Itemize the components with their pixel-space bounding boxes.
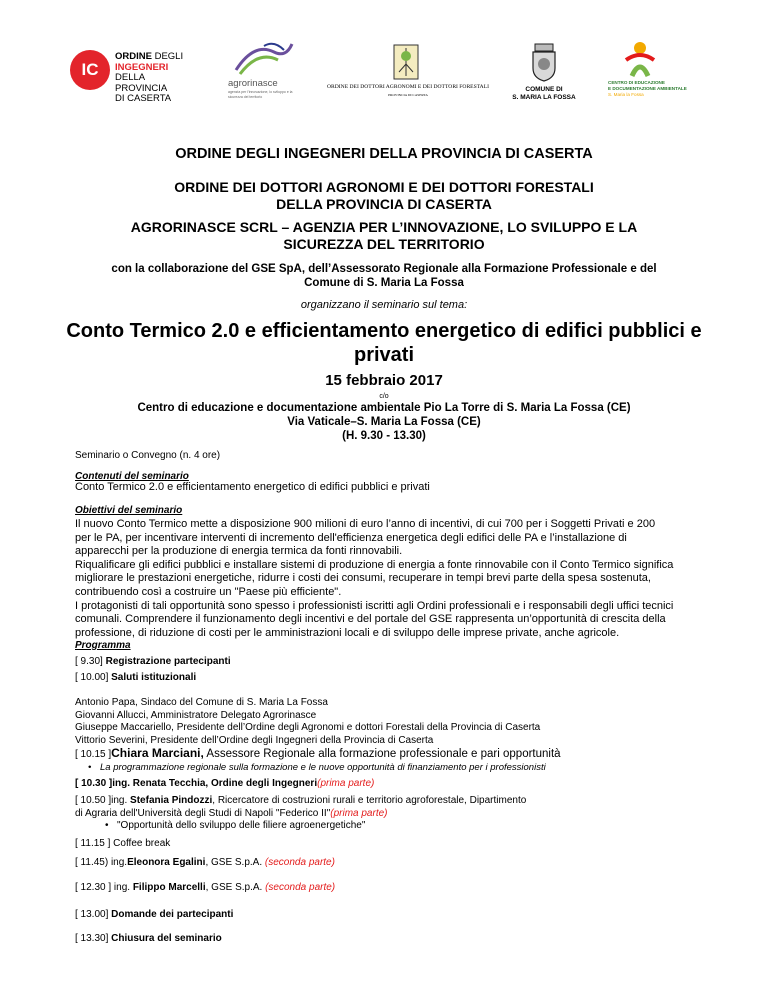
agronomi-sub: PROVINCIA DI CASERTA (388, 93, 428, 97)
contenuti-heading: Contenuti del seminario (75, 471, 189, 482)
program-item-marciani: [ 10.15 ]Chiara Marciani, Assessore Regionale alla formazione professionale e pari opportunità (75, 746, 561, 760)
agrorinasce-tagline: agenzia per l'innovazione, lo sviluppo e la sicurezza del territorio (228, 90, 293, 99)
collaboration-text: con la collaborazione del GSE SpA, dell’Assessorato Regionale alla Formazione Professionale e del Comune di S. Maria La Fossa (111, 263, 657, 289)
program-item-registrazione: [ 9.30] Registrazione partecipanti (75, 656, 231, 667)
program-item-chiusura: [ 13.30] Chiusura del seminario (75, 933, 222, 944)
venue: Centro di educazione e documentazione ambientale Pio La Torre di S. Maria La Fossa (CE) Via Vaticale–S. Maria La Fossa (CE) (H. 9.30 - 13.30) (137, 402, 631, 442)
seminar-type: Seminario o Convegno (n. 4 ore) (75, 450, 221, 461)
program-item-tecchia: [ 10.30 ]ing. Renata Tecchia, Ordine degli Ingegneri(prima parte) (75, 778, 375, 789)
org-ingegneri: ORDINE DEGLI INGEGNERI DELLA PROVINCIA DI CASERTA (175, 146, 593, 162)
co-text: c/o (379, 393, 389, 400)
agrorinasce-name: agrorinasce (228, 78, 278, 89)
program-item-domande: [ 13.00] Domande dei partecipanti (75, 909, 234, 920)
seminar-title: Conto Termico 2.0 e efficientamento energetico di edifici pubblici e privati (66, 320, 702, 366)
ic-badge-icon: IC (70, 50, 110, 90)
org-agronomi: ORDINE DEI DOTTORI AGRONOMI E DEI DOTTORI FORESTALI DELLA PROVINCIA DI CASERTA (174, 179, 594, 212)
org-agrorinasce: AGRORINASCE SCRL – AGENZIA PER L’INNOVAZIONE, LO SVILUPPO E LA SICUREZZA DEL TERRITORIO (130, 219, 638, 252)
obiettivi-heading: Obiettivi del seminario (75, 505, 183, 516)
program-item-marcelli: [ 12.30 ] ing. Filippo Marcelli, GSE S.p.A. (seconda parte) (75, 882, 336, 893)
saluti-list: Antonio Papa, Sindaco del Comune di S. Maria La Fossa Giovanni Allucci, Amministratore Delegato Agrorinasce Giuseppe Maccariello, Presidente dell’Ordine degli Agronomi e dottori Forestali della Provincia di Caserta Vittorio Severini, Presidente dell’Ordine degli Ingegneri della Provincia di Caserta (75, 697, 541, 746)
obiettivi-text: Il nuovo Conto Termico mette a disposizione 900 milioni di euro l’anno di incentivi, di cui 700 per i Soggetti Privati e 200 per le PA, per incentivare interventi di incremento dell'efficienza energetica degli edifici delle PA e l’installazione di apparecchi per la produzione di energia termica da fonti rinnovabili. Riqualificare gli edifici pubblici e installare sistemi di produzione di energia a fonte rinnovabile con il Conto Termico significa migliorare le prestazioni energetiche, ridurre i costi dei consumi, recuperare in tempi brevi parte della spesa sostenuta, contribuendo così a costruire un "Paese più efficiente". I protagonisti di tali opportunità sono spesso i professionisti iscritti agli Ordini professionali e i responsabili degli uffici tecnici comunali. Comprendere il funzionamento degli incentivi e del portale del GSE rappresenta un’opportunità di crescita della professione, di riduzione di costi per le amministrazioni locali e di sviluppo delle imprese private, anche agricole. (75, 518, 674, 639)
agronomi-emblem-icon (393, 44, 419, 80)
agronomi-name: ORDINE DEI DOTTORI AGRONOMI E DEI DOTTORI FORESTALI (326, 84, 490, 90)
program-item-pindozzi: [ 10.50 ]ing. Stefania Pindozzi, Ricercatore di costruzioni rurali e territorio agroforestale, Dipartimento di Agraria dell'Università degli Studi di Napoli "Federico II"(prima parte) (75, 795, 527, 819)
comune-crest-icon (529, 42, 559, 82)
agronomi-logo (318, 44, 498, 104)
program-item-saluti: [ 10.00] Saluti istituzionali (75, 672, 197, 683)
event-date: 15 febbraio 2017 (325, 372, 443, 389)
comune-text: COMUNE DI S. MARIA LA FOSSA (512, 86, 576, 101)
organize-text: organizzano il seminario sul tema: (300, 299, 468, 311)
agrorinasce-logo (226, 40, 306, 110)
comune-logo (506, 42, 582, 108)
programma-heading: Programma (75, 640, 131, 651)
agrorinasce-wave-icon (234, 40, 294, 76)
program-item-coffee: [ 11.15 ] Coffee break (75, 838, 171, 849)
centro-figure-icon (620, 40, 660, 78)
logo-bar (68, 40, 708, 120)
centro-logo (604, 40, 704, 110)
program-item-egalini: [ 11.45) ing.Eleonora Egalini, GSE S.p.A. (seconda parte) (75, 857, 335, 868)
centro-text: CENTRO DI EDUCAZIONE E DOCUMENTAZIONE AMBIENTALE S. Maria la Fossa (608, 80, 687, 97)
program-bullet-marciani: • La programmazione regionale sulla formazione e le nuove opportunità di finanziamento per i professionisti (100, 762, 546, 773)
contenuti-text: Conto Termico 2.0 e efficientamento energetico di edifici pubblici e privati (75, 481, 430, 493)
ingegneri-logo (68, 40, 188, 102)
ingegneri-logo-text: ORDINE DEGLI INGEGNERI DELLA PROVINCIA DI CASERTA (115, 51, 184, 104)
program-bullet-pindozzi: • "Opportunità dello sviluppo delle filiere agroenergetiche" (117, 820, 365, 833)
